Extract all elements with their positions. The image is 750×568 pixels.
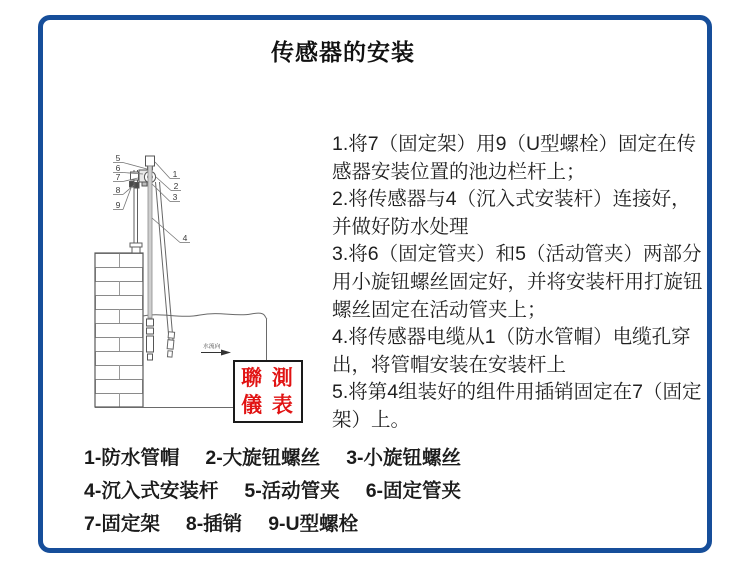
legend-item: 9-U型螺栓 [268, 513, 359, 535]
instruction-line: 并做好防水处理 [332, 215, 469, 238]
instruction-line: 3.将6（固定管夹）和5（活动管夹）两部分 [332, 243, 702, 266]
legend-item: 3-小旋钮螺丝 [346, 447, 462, 469]
callout-3: 3 [172, 192, 178, 202]
instruction-line: 出，将管帽安装在安装杆上 [332, 353, 567, 376]
instruction-line: 用小旋钮螺丝固定好，并将安装杆用打旋钮 [332, 270, 703, 293]
installation-diagram [85, 130, 345, 440]
callout-1: 1 [172, 169, 178, 179]
liance-logo [233, 360, 303, 423]
callout-9: 9 [115, 200, 121, 210]
mounting-rod [147, 166, 154, 360]
callout-7: 7 [115, 172, 121, 182]
legend-item: 5-活动管夹 [244, 480, 340, 502]
parts-legend [84, 442, 461, 541]
legend-item: 7-固定架 [84, 513, 160, 535]
flow-direction-arrow [201, 342, 231, 356]
callout-5: 5 [115, 153, 121, 163]
instruction-line: 架）上。 [332, 408, 411, 431]
instruction-line: 4.将传感器电缆从1（防水管帽）电缆孔穿 [332, 326, 691, 349]
instruction-line: 感器安装位置的池边栏杆上； [332, 160, 586, 183]
legend-item: 1-防水管帽 [84, 447, 180, 469]
legend-item: 8-插销 [185, 513, 243, 535]
callout-6: 6 [115, 163, 121, 173]
instruction-line: 5.将第4组装好的组件用插销固定在7（固定 [332, 381, 702, 404]
brick-pillar [95, 253, 143, 407]
callout-8: 8 [115, 185, 121, 195]
logo-line-2: 儀 表 [241, 393, 295, 417]
sensor-body [147, 319, 154, 360]
diagonal-rod [156, 182, 175, 357]
water-surface-line [143, 313, 267, 319]
flow-direction-label: 水流向 [203, 344, 221, 350]
page-title: 传感器的安装 [271, 39, 415, 65]
legend-row-3 [84, 508, 461, 541]
legend-row-1 [84, 442, 461, 475]
instruction-line: 螺丝固定在活动管夹上； [332, 298, 547, 321]
legend-item: 6-固定管夹 [365, 480, 462, 502]
legend-item: 4-沉入式安装杆 [84, 480, 219, 502]
instruction-line: 2.将传感器与4（沉入式安装杆）连接好， [332, 188, 691, 211]
callout-2: 2 [173, 181, 179, 191]
legend-item: 2-大旋钮螺丝 [205, 447, 321, 469]
instruction-line: 1.将7（固定架）用9（U型螺栓）固定在传 [332, 133, 697, 155]
logo-line-1: 聯 測 [241, 366, 295, 390]
callout-4: 4 [182, 233, 188, 243]
legend-row-2 [84, 475, 461, 508]
instructions-text [332, 131, 712, 435]
